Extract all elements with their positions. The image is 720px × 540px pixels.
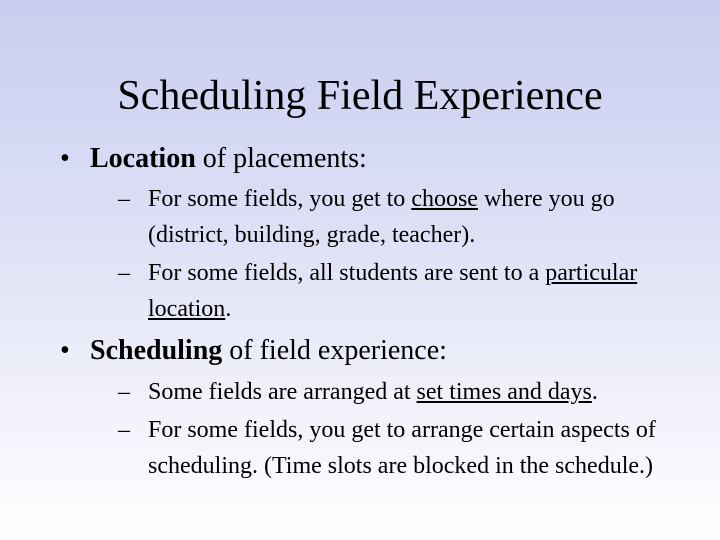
sub-bullet-text — [118, 255, 678, 327]
sub-text-post: . — [225, 296, 232, 322]
bullet-bold: Scheduling — [90, 335, 223, 366]
bullet-text — [90, 334, 447, 368]
sub-bullet-particular-location — [118, 255, 678, 327]
sub-text-post: . — [591, 379, 598, 405]
sub-text-pre: For some fields, you get to — [148, 186, 412, 212]
sub-bullet-dash: – — [118, 417, 130, 443]
bullet-text — [90, 142, 367, 176]
sub-bullet-text — [118, 374, 678, 410]
slide-title: Scheduling Field Experience — [117, 73, 603, 119]
sub-text-underlined: set times and days — [416, 379, 592, 405]
bullet-rest: of placements: — [195, 143, 367, 174]
sub-bullet-dash: – — [118, 186, 130, 212]
sub-text-pre: Some fields are arranged at — [148, 379, 417, 405]
sub-text-underlined: choose — [411, 186, 478, 212]
sub-bullet-dash: – — [118, 379, 130, 405]
sub-text-post: where you go (district, building, grade, teacher). — [148, 186, 615, 248]
bullet-bold: Location — [90, 143, 196, 174]
sub-bullet-dash: – — [118, 260, 130, 286]
sub-text-pre: For some fields, you get to arrange certain aspects of scheduling. (Time slots are blocked in the schedule.) — [148, 417, 656, 479]
bullet-rest: of field experience: — [222, 335, 447, 366]
sub-bullet-text — [118, 181, 678, 253]
sub-bullet-set-times — [118, 374, 678, 410]
sub-bullet-arrange — [118, 412, 678, 484]
bullet-marker: • — [60, 143, 70, 174]
sub-text-underlined: particular location — [148, 260, 638, 322]
sub-text-pre: For some fields, all students are sent to a — [148, 260, 546, 286]
sub-bullet-text — [118, 412, 678, 484]
sub-bullet-choose — [118, 181, 678, 253]
bullet-marker: • — [60, 335, 70, 366]
